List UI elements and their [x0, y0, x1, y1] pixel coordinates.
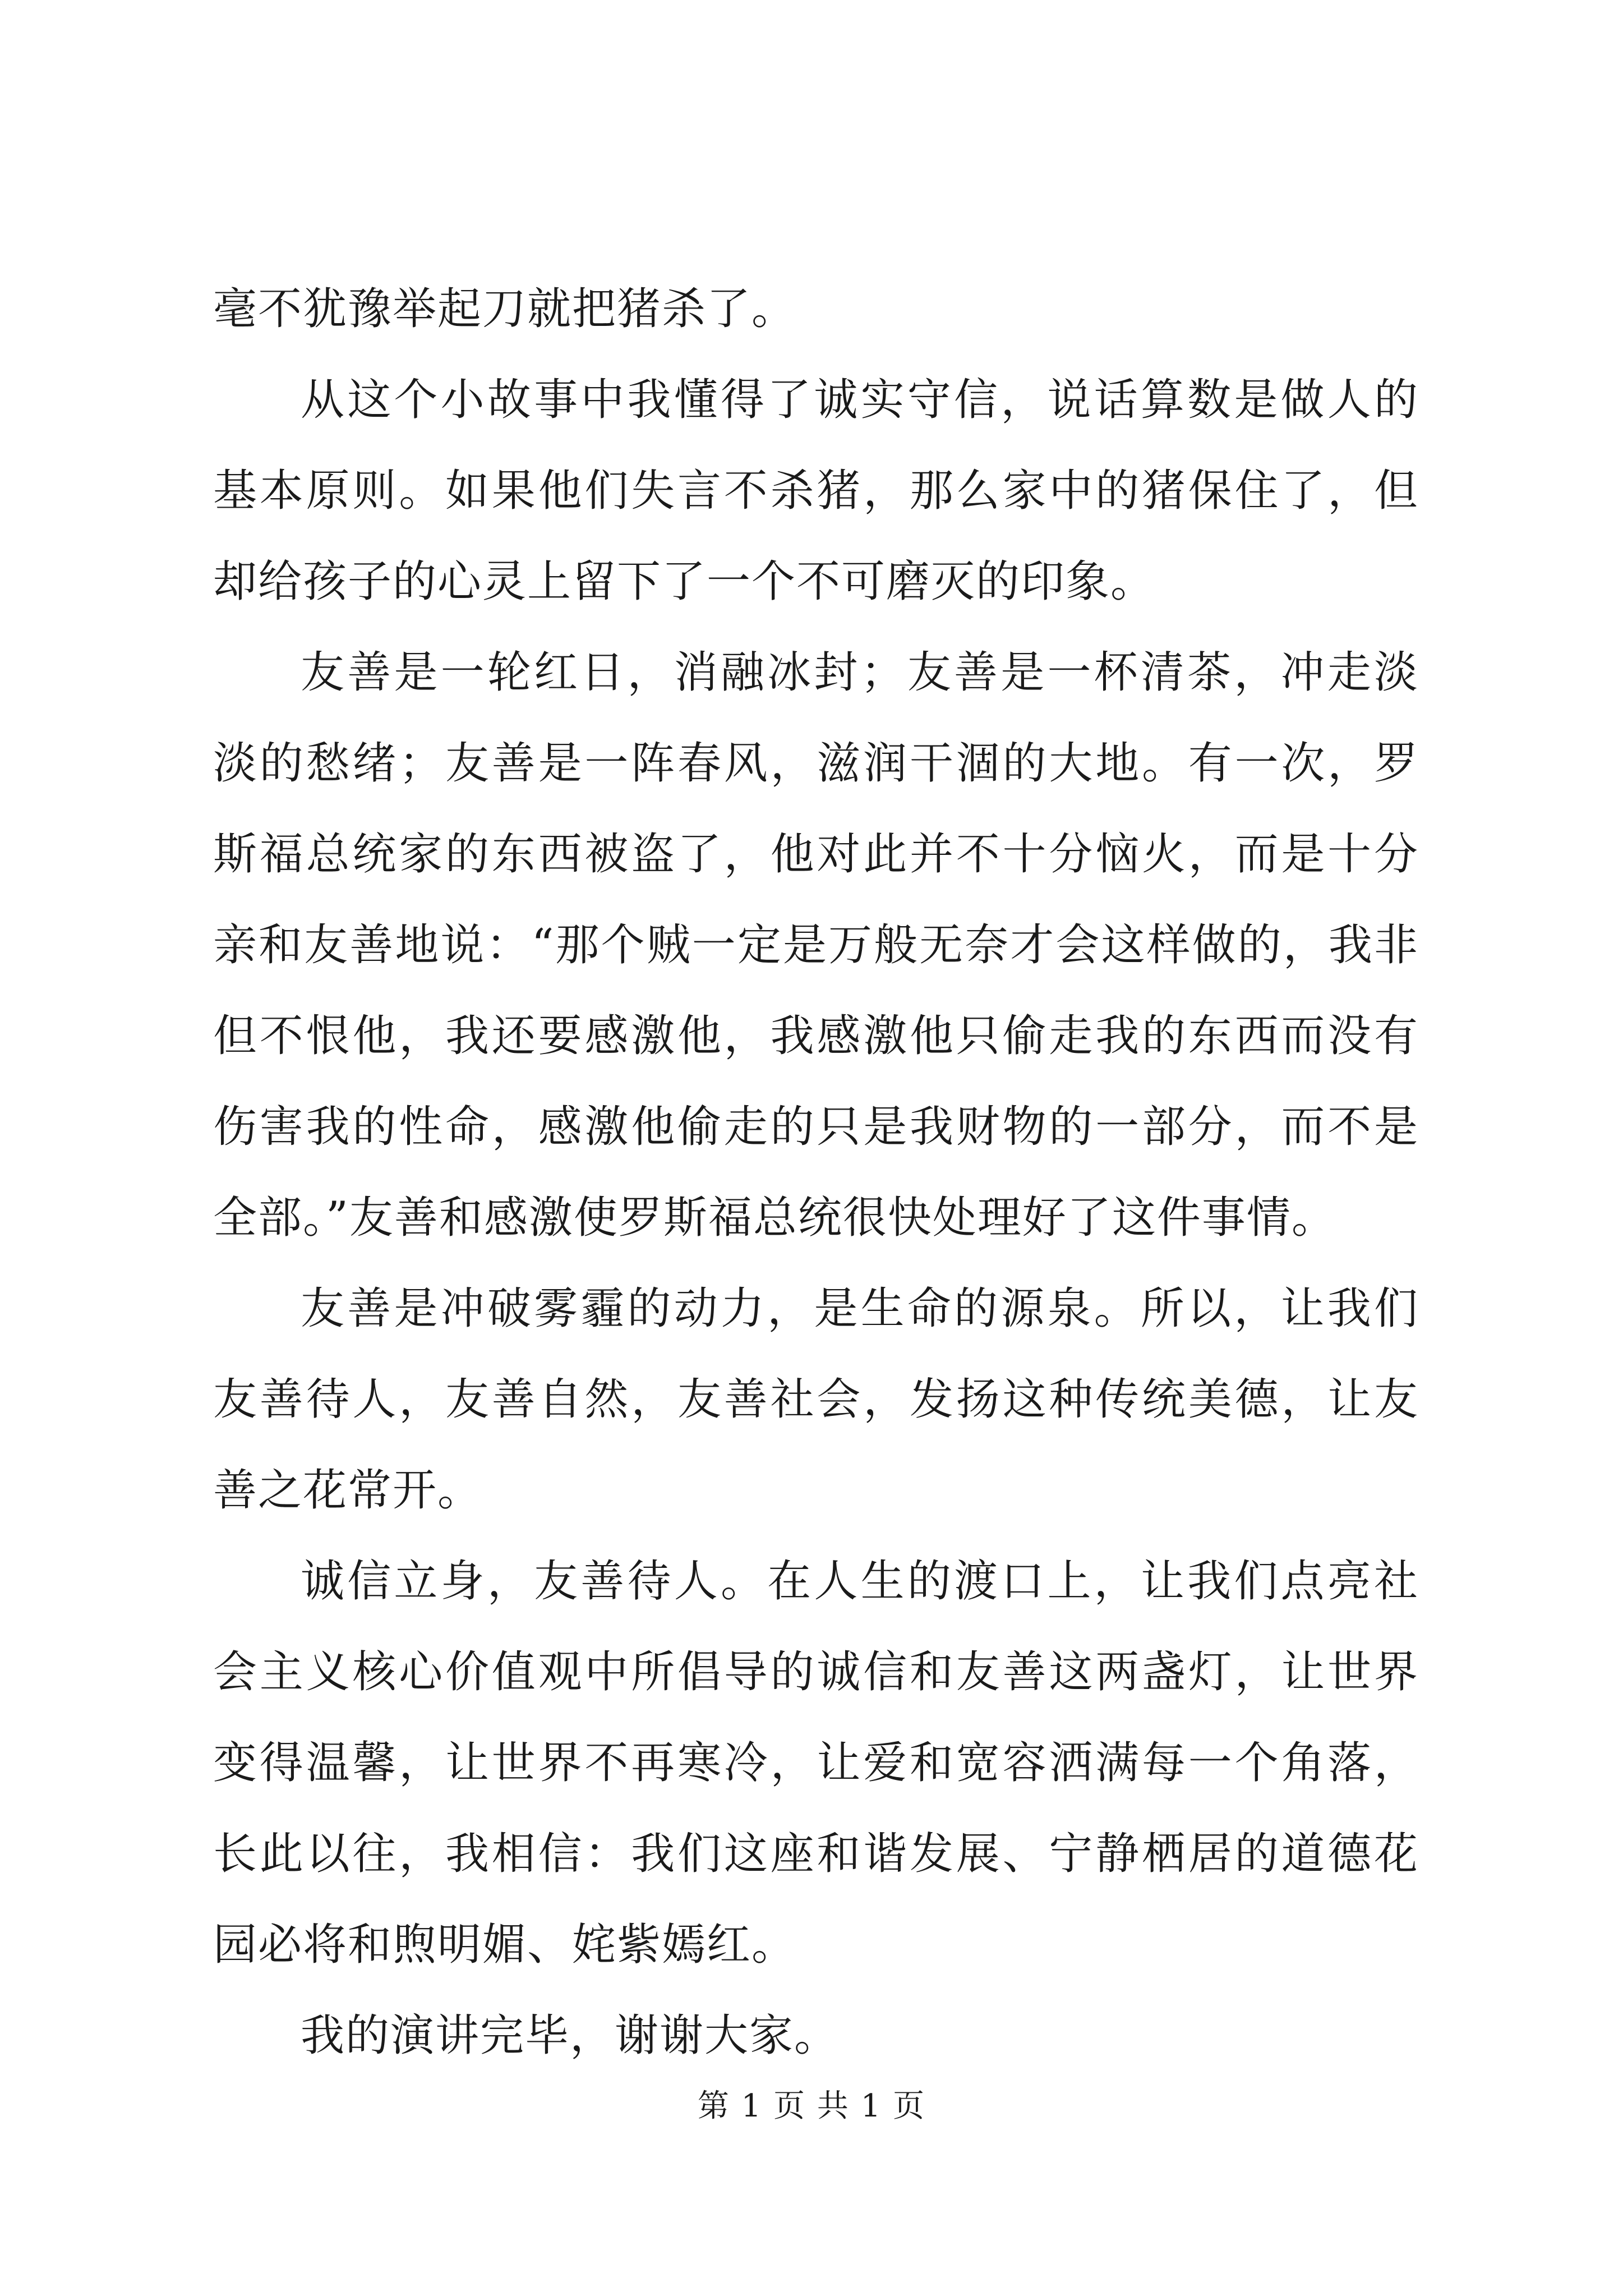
paragraph-honesty: 从这个小故事中我懂得了诚实守信，说话算数是做人的基本原则。如果他们失言不杀猪，那么家中的猪保住了，但却给孩子的心灵上留下了一个不可磨灭的印象。 — [213, 375, 1419, 607]
paragraph-conclusion: 诚信立身，友善待人。在人生的渡口上，让我们点亮社会主义核心价值观中所倡导的诚信和友善这两盏灯，让世界变得温馨，让世界不再寒冷，让爱和宽容洒满每一个角落，长此以往，我相信：我们这座和谐发展、宁静栖居的道德花园必将和煦明媚、姹紫嫣红。 — [213, 1556, 1419, 1970]
page-number-footer: 第 1 页 共 1 页 — [697, 2088, 926, 2124]
paragraph-closing: 我的演讲完毕，谢谢大家。 — [301, 2010, 840, 2061]
paragraph-friendliness-story: 友善是一轮红日，消融冰封；友善是一杯清茶，冲走淡淡的愁绪；友善是一阵春风，滋润干涸的大地。有一次，罗斯福总统家的东西被盗了，他对此并不十分恼火，而是十分亲和友善地说：“那个贼一定是万般无奈才会这样做的，我非但不恨他，我还要感激他，我感激他只偷走我的东西而没有伤害我的性命，感激他偷走的只是我财物的一部分，而不是全部。”友善和感激使罗斯福总统很快处理好了这件事情。 — [213, 647, 1419, 1243]
paragraph-friendliness-power: 友善是冲破雾霾的动力，是生命的源泉。所以，让我们友善待人，友善自然，友善社会，发扬这种传统美德，让友善之花常开。 — [213, 1283, 1419, 1516]
paragraph-continuation: 毫不犹豫举起刀就把猪杀了。 — [213, 284, 797, 334]
document-body — [213, 264, 1419, 2081]
